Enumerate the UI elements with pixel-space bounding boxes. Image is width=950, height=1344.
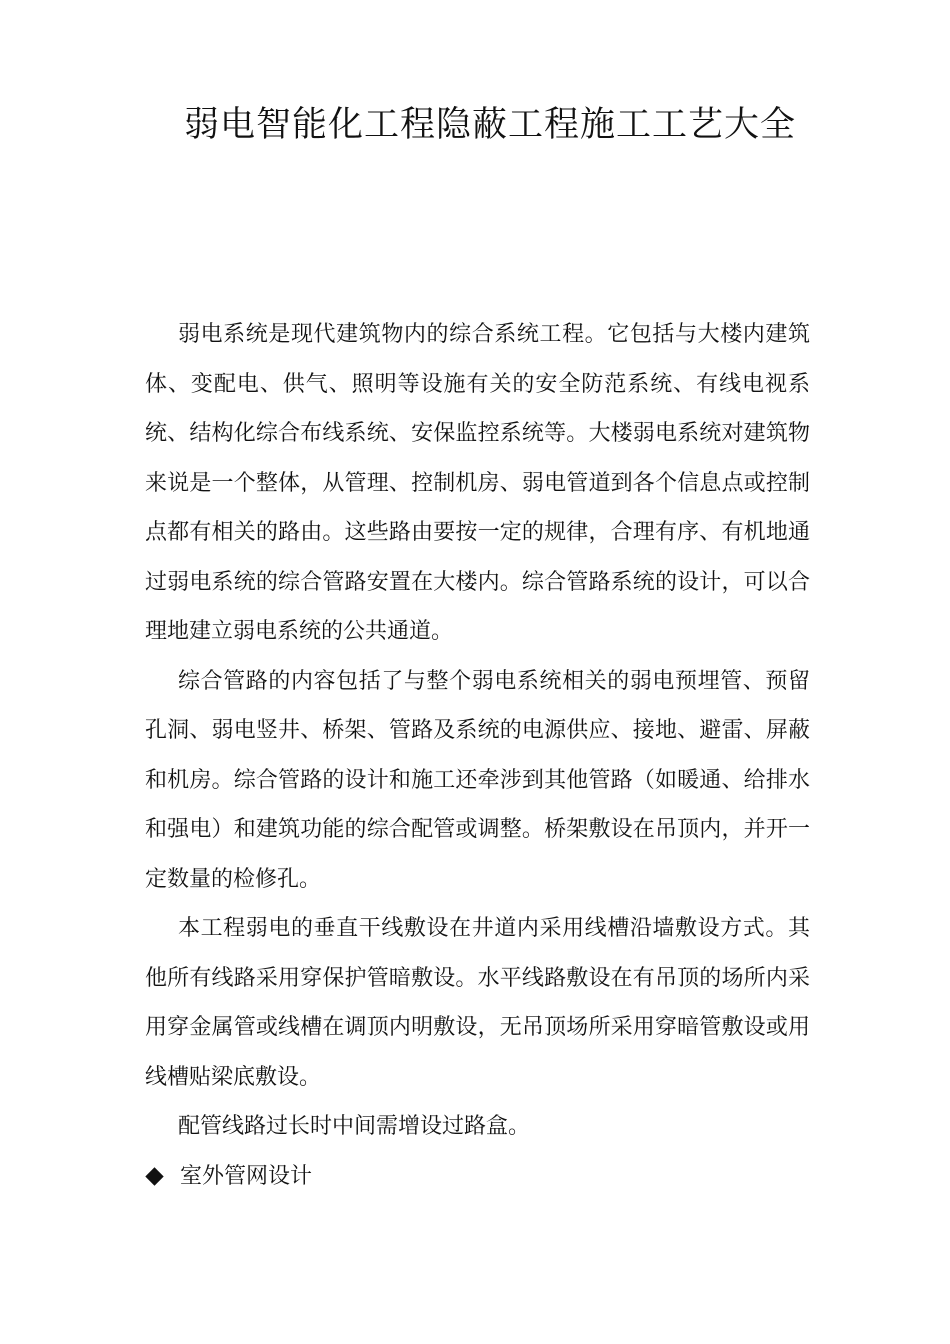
diamond-bullet-icon	[145, 1167, 163, 1185]
paragraph-laying-method: 本工程弱电的垂直干线敷设在井道内采用线槽沿墙敷设方式。其他所有线路采用穿保护管暗敷设。水平线路敷设在有吊顶的场所内采用穿金属管或线槽在调顶内明敷设，无吊顶场所采用穿暗管敷设或用线槽贴梁底敷设。	[145, 916, 810, 1090]
document-body	[145, 310, 810, 1201]
paragraph-junction-box: 配管线路过长时中间需增设过路盒。	[178, 1114, 531, 1139]
document-title: 弱电智能化工程隐蔽工程施工工艺大全	[183, 105, 796, 145]
section-heading-text: 室外管网设计	[180, 1163, 313, 1189]
paragraph-pipeline-contents: 综合管路的内容包括了与整个弱电系统相关的弱电预埋管、预留孔洞、弱电竖井、桥架、管路及系统的电源供应、接地、避雷、屏蔽和机房。综合管路的设计和施工还牵涉到其他管路（如暖通、给排水和强电）和建筑功能的综合配管或调整。桥架敷设在吊顶内，并开一定数量的检修孔。	[145, 668, 810, 892]
section-heading-outdoor-network	[145, 1152, 810, 1202]
paragraph-intro: 弱电系统是现代建筑物内的综合系统工程。它包括与大楼内建筑体、变配电、供气、照明等设施有关的安全防范系统、有线电视系统、结构化综合布线系统、安保监控系统等。大楼弱电系统对建筑物来说是一个整体，从管理、控制机房、弱电管道到各个信息点或控制点都有相关的路由。这些路由要按一定的规律，合理有序、有机地通过弱电系统的综合管路安置在大楼内。综合管路系统的设计，可以合理地建立弱电系统的公共通道。	[145, 322, 810, 644]
